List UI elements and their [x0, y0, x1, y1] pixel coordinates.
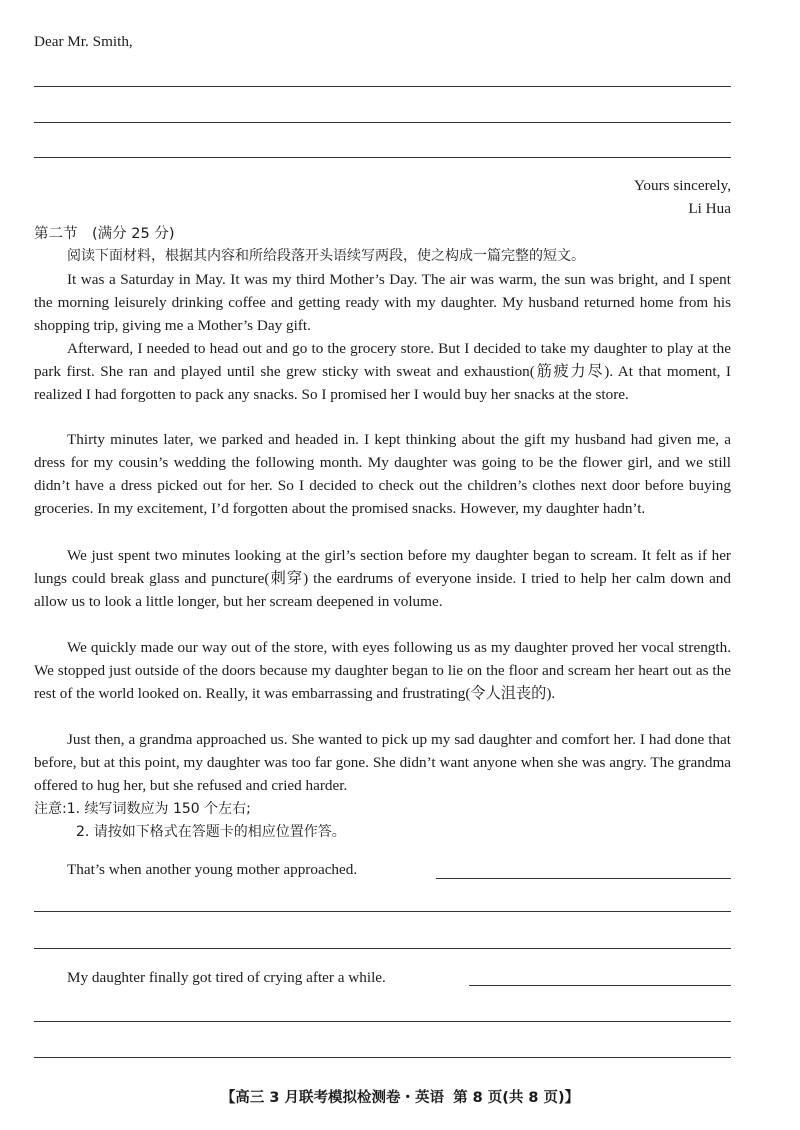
answer-line — [34, 1057, 731, 1058]
answer-line — [469, 985, 731, 986]
answer-line — [34, 157, 731, 158]
footer-exam-title: 【高三 3 月联考模拟检测卷・英语 — [220, 1090, 444, 1106]
letter-closing: Yours sincerely, — [633, 177, 731, 194]
story-paragraph: Just then, a grandma approached us. She wanted to pick up my sad daughter and comfort her. I had done that before, but at this point, my daughter was too far gone. She didn’t want anyone when she was angry. The grandma offered to hug her, but she refused and cried harder. — [34, 731, 731, 794]
story-paragraph: Afterward, I needed to head out and go to the grocery store. But I decided to take my daughter to play at the park first. She ran and played until she grew sticky with sweat and exhaustion(筋疲力尽). At that moment, I realized I had forgotten to pack any snacks. So I promised her I would buy her snacks at the store. — [34, 340, 731, 403]
note-line: 2. 请按如下格式在答题卡的相应位置作答。 — [76, 824, 346, 840]
answer-line — [34, 1021, 731, 1022]
answer-line — [34, 86, 731, 87]
answer-line — [34, 911, 731, 912]
page-footer — [0, 1086, 800, 1107]
answer-line — [34, 122, 731, 123]
letter-salutation: Dear Mr. Smith, — [34, 33, 133, 50]
answer-line — [436, 878, 731, 879]
story-paragraph: We quickly made our way out of the store, with eyes following us as my daughter proved her vocal strength. We stopped just outside of the doors because my daughter began to lie on the floor and scream her heart out as the rest of the world looked on. Really, it was embarrassing and frustrating(令人沮丧的). — [34, 639, 731, 702]
note-line: 注意:1. 续写词数应为 150 个左右; — [34, 801, 251, 817]
answer-line — [34, 948, 731, 949]
story-paragraph: Thirty minutes later, we parked and headed in. I kept thinking about the gift my husband had given me, a dress for my cousin’s wedding the following month. My daughter was going to be the flower girl, and we still didn’t have a dress picked out for her. So I decided to check out the children’s clothes next door before buying groceries. In my excitement, I’d forgotten about the promised snacks. However, my daughter hadn’t. — [34, 431, 731, 517]
continuation-prompt-1: That’s when another young mother approached. — [67, 861, 358, 878]
story-paragraph: It was a Saturday in May. It was my third Mother’s Day. The air was warm, the sun was bright, and I spent the morning leisurely drinking coffee and getting ready with my daughter. My husband returned home from his shopping trip, giving me a Mother’s Day gift. — [34, 271, 731, 334]
section-title: 第二节 (满分 25 分) — [34, 226, 175, 242]
letter-signature: Li Hua — [688, 200, 731, 217]
section-instruction: 阅读下面材料，根据其内容和所给段落开头语续写两段，使之构成一篇完整的短文。 — [67, 248, 585, 264]
story-paragraph: We just spent two minutes looking at the girl’s section before my daughter began to scream. It felt as if her lungs could break glass and puncture(刺穿) the eardrums of everyone inside. I tried to help her calm down and allow us to look a little longer, but her scream deepened in volume. — [34, 547, 731, 610]
continuation-prompt-2: My daughter finally got tired of crying after a while. — [67, 969, 386, 986]
footer-page-number: 第 8 页(共 8 页)】 — [453, 1090, 580, 1106]
